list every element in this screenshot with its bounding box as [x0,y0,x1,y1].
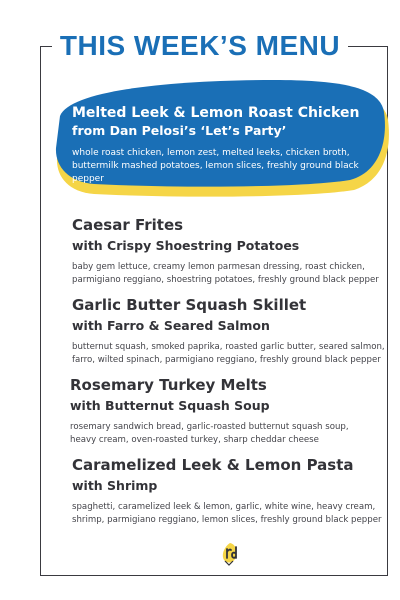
featured-dish [72,104,392,186]
menu-item-ingredients [72,501,392,527]
menu-item [70,376,392,447]
menu-item [72,296,392,367]
page-title: THIS WEEK’S MENU [52,28,348,64]
ingredients-line: spaghetti, caramelized leek & lemon, garlic, white wine, heavy cream, [72,502,376,512]
menu-item-subtitle: with Butternut Squash Soup [70,398,270,413]
featured-title: Melted Leek & Lemon Roast Chicken [72,105,360,121]
menu-item-title: Garlic Butter Squash Skillet [72,296,307,314]
menu-item-subtitle: with Crispy Shoestring Potatoes [72,238,300,253]
menu-items [72,216,392,536]
ingredients-line: baby gem lettuce, creamy lemon parmesan dressing, roast chicken, [72,262,365,272]
ingredients-line: shrimp, parmigiano reggiano, lemon slices, freshly ground black pepper [72,515,382,525]
featured-ingredients [72,147,392,186]
menu-item-ingredients [72,341,392,367]
rd-logo-icon [219,540,241,566]
menu-item-subtitle: with Shrimp [72,478,158,493]
ingredients-line: rosemary sandwich bread, garlic-roasted butternut squash soup, [70,422,349,432]
title-wrap [0,28,400,64]
menu-item-ingredients [72,261,392,287]
ingredients-line: heavy cream, oven-roasted turkey, sharp cheddar cheese [70,435,319,445]
menu-item-title: Caesar Frites [72,216,184,234]
featured-ingredients-line: buttermilk mashed potatoes, lemon slices, freshly ground black pepper [72,161,359,184]
ingredients-line: parmigiano reggiano, shoestring potatoes, freshly ground black pepper [72,275,379,285]
menu-item-title: Caramelized Leek & Lemon Pasta [72,456,354,474]
menu-item-subtitle: with Farro & Seared Salmon [72,318,270,333]
menu-item-title: Rosemary Turkey Melts [70,376,267,394]
menu-item [72,456,392,527]
featured-subtitle: from Dan Pelosi’s ‘Let’s Party’ [72,123,287,138]
menu-item-ingredients [70,421,392,447]
featured-ingredients-line: whole roast chicken, lemon zest, melted leeks, chicken broth, [72,148,350,158]
ingredients-line: butternut squash, smoked paprika, roasted garlic butter, seared salmon, [72,342,385,352]
ingredients-line: farro, wilted spinach, parmigiano reggiano, freshly ground black pepper [72,355,381,365]
menu-item [72,216,392,287]
